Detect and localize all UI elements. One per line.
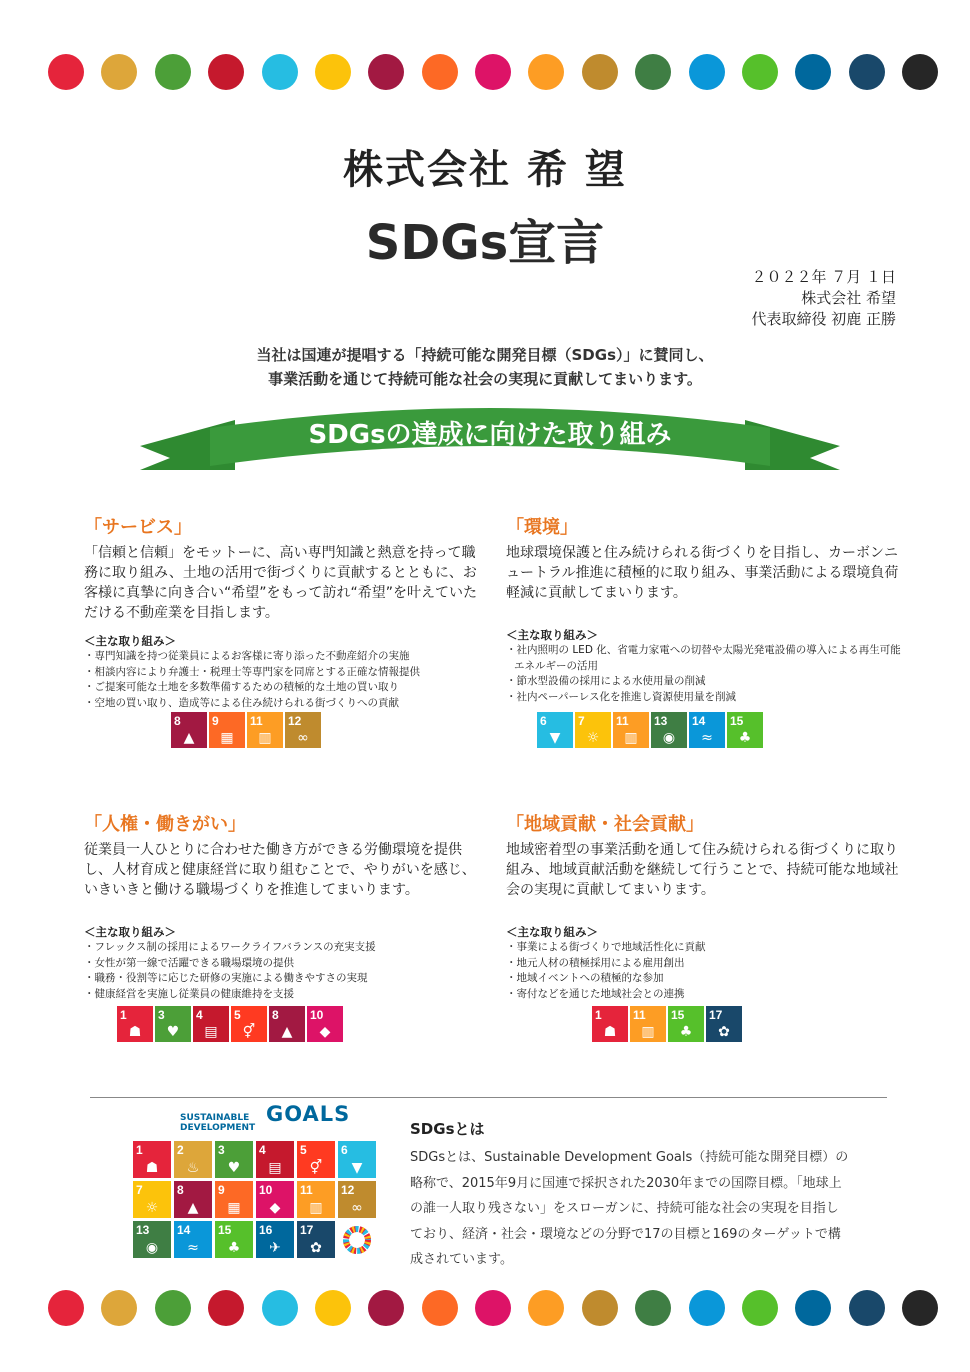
section-subtitle: ＜主な取り組み＞ xyxy=(84,634,176,648)
equality-arrows-icon: ◆ xyxy=(319,1024,331,1040)
sdg-goal-17-icon xyxy=(706,1006,742,1042)
initiative-item: ・ 節水型設備の採用による水使用量の削減 xyxy=(506,674,906,690)
sdg-goal-9-icon xyxy=(215,1181,253,1218)
color-dot xyxy=(368,54,404,90)
goal-symbol-icon: ◉ xyxy=(145,1240,159,1256)
goal-number: 11 xyxy=(250,714,263,728)
sdg-goal-9-icon xyxy=(209,712,245,748)
community-goal-icons xyxy=(592,1006,742,1042)
goal-number: 6 xyxy=(341,1143,348,1157)
goal-number: 11 xyxy=(633,1008,646,1022)
goal-number: 13 xyxy=(654,714,668,728)
goal-number: 17 xyxy=(300,1223,314,1237)
sdg-goal-11-icon xyxy=(297,1181,335,1218)
sdg-goal-2-icon xyxy=(174,1141,212,1178)
color-dot xyxy=(528,1290,564,1326)
representative: 代表取締役 初鹿 正勝 xyxy=(751,310,896,328)
ribbon-text: SDGsの達成に向けた取り組み xyxy=(308,420,672,450)
infinity-icon: ∞ xyxy=(297,730,309,746)
goal-symbol-icon: ♣ xyxy=(227,1240,241,1256)
color-dot xyxy=(849,1290,885,1326)
goal-number: 4 xyxy=(196,1008,203,1022)
initiative-item: ・ 事業による街づくりで地域活性化に貢献 xyxy=(506,940,906,956)
goal-number: 7 xyxy=(136,1183,143,1197)
goal-symbol-icon: ⚥ xyxy=(309,1160,323,1176)
section-subtitle: ＜主な取り組み＞ xyxy=(506,628,598,642)
top-color-dots xyxy=(48,54,938,94)
sdg-goal-5-icon xyxy=(231,1006,267,1042)
sun-icon: ☼ xyxy=(586,730,600,746)
color-dot xyxy=(902,54,938,90)
intro-line-1: 当社は国連が提唱する「持続可能な開発目標（SDGs）」に賛同し、 xyxy=(256,346,714,364)
initiative-item: ・ 社内ペーパーレス化を推進し資源使用量を削減 xyxy=(506,690,906,706)
section-title: 「環境」 xyxy=(506,517,578,538)
color-dot xyxy=(582,1290,618,1326)
goal-symbol-icon: ◆ xyxy=(269,1200,281,1216)
sdg-goal-6-icon xyxy=(537,712,573,748)
sdgs-logo-line1: SUSTAINABLE xyxy=(180,1113,250,1123)
goal-number: 10 xyxy=(259,1183,273,1197)
color-dot xyxy=(48,1290,84,1326)
goal-symbol-icon: ▥ xyxy=(309,1200,323,1216)
sdgs-logo-line2: DEVELOPMENT xyxy=(180,1123,256,1133)
goal-symbol-icon: ▼ xyxy=(351,1160,363,1176)
section-title: 「サービス」 xyxy=(84,517,192,538)
city-icon: ▥ xyxy=(624,730,638,746)
sdgs-logo xyxy=(180,1102,351,1133)
sdg-goal-14-icon xyxy=(174,1221,212,1258)
color-dot xyxy=(155,1290,191,1326)
color-dot xyxy=(475,54,511,90)
goal-symbol-icon: ∞ xyxy=(351,1200,363,1216)
gender-icon: ⚥ xyxy=(242,1024,256,1040)
sdg-goal-17-icon xyxy=(297,1221,335,1258)
goal-number: 14 xyxy=(692,714,706,728)
color-dot xyxy=(368,1290,404,1326)
section-body: 「信頼と信頼」をモットーに、高い専門知識と熱意を持って職務に取り組み、土地の活用で街づくりに貢献するとともに、お客様に真摯に向き合い“希望”をもって訪れ“希望”を叶えていただける不動産業を目指します。 xyxy=(84,545,478,621)
growth-chart-icon: ▲ xyxy=(281,1024,293,1040)
sdg-goal-11-icon xyxy=(630,1006,666,1042)
section-body: 従業員一人ひとりに合わせた働き方ができる労働環境を提供し、人材育成と健康経営に取り組むことで、やりがいを感じ、いきいきと働ける職場づくりを推進してまいります。 xyxy=(84,842,476,898)
color-dot xyxy=(155,54,191,90)
initiative-item: ・ ご提案可能な土地を多数準備するための積極的な土地の買い取り xyxy=(84,680,484,696)
initiative-list xyxy=(506,940,906,1002)
section-title: 「地域貢献・社会貢献」 xyxy=(506,814,704,835)
sdg-goal-8-icon xyxy=(174,1181,212,1218)
goal-number: 7 xyxy=(578,714,585,728)
goal-number: 15 xyxy=(218,1223,232,1237)
color-dot xyxy=(101,54,137,90)
sdg-goal-8-icon xyxy=(171,712,207,748)
section-subtitle: ＜主な取り組み＞ xyxy=(506,925,598,939)
city-icon: ▥ xyxy=(641,1024,655,1040)
goal-number: 12 xyxy=(288,714,302,728)
sdg-goal-13-icon xyxy=(133,1221,171,1258)
goal-number: 3 xyxy=(158,1008,165,1022)
sdg-goal-15-icon xyxy=(668,1006,704,1042)
section-body: 地域密着型の事業活動を通して住み続けられる街づくりに取り組み、地域貢献活動を継続して行うことで、持続可能な地域社会の実現に貢献してまいります。 xyxy=(506,842,899,898)
sdg-goal-3-icon xyxy=(155,1006,191,1042)
color-dot xyxy=(902,1290,938,1326)
goal-number: 16 xyxy=(259,1223,273,1237)
color-dot xyxy=(422,54,458,90)
partnership-flower-icon: ✿ xyxy=(718,1024,730,1040)
sdg-goal-8-icon xyxy=(269,1006,305,1042)
color-dot xyxy=(262,1290,298,1326)
goal-number: 9 xyxy=(212,714,219,728)
goal-number: 13 xyxy=(136,1223,150,1237)
water-glass-icon: ▼ xyxy=(549,730,561,746)
color-dot xyxy=(208,54,244,90)
color-dot xyxy=(689,1290,725,1326)
sdg-goal-5-icon xyxy=(297,1141,335,1178)
goal-symbol-icon: ✿ xyxy=(310,1240,322,1256)
heartbeat-icon: ♥ xyxy=(166,1024,180,1040)
goal-symbol-icon: ♨ xyxy=(186,1160,200,1176)
sdg-goal-14-icon xyxy=(689,712,725,748)
sdg-goal-3-icon xyxy=(215,1141,253,1178)
goal-number: 17 xyxy=(709,1008,723,1022)
color-dot xyxy=(635,54,671,90)
section-subtitle: ＜主な取り組み＞ xyxy=(84,925,176,939)
color-dot xyxy=(582,54,618,90)
goal-number: 14 xyxy=(177,1223,191,1237)
about-title: SDGsとは xyxy=(410,1120,485,1138)
sdg-goal-12-icon xyxy=(285,712,321,748)
goal-number: 12 xyxy=(341,1183,355,1197)
color-dot xyxy=(315,54,351,90)
sdg-goal-1-icon xyxy=(592,1006,628,1042)
goal-symbol-icon: ☗ xyxy=(145,1160,159,1176)
goal-symbol-icon: ☼ xyxy=(145,1200,159,1216)
tree-icon: ♣ xyxy=(679,1024,693,1040)
sdg-goal-4-icon xyxy=(193,1006,229,1042)
family-icon: ☗ xyxy=(603,1024,617,1040)
sdg-goal-6-icon xyxy=(338,1141,376,1178)
meta-company: 株式会社 希望 xyxy=(801,289,896,307)
color-dot xyxy=(262,54,298,90)
goal-symbol-icon: ▤ xyxy=(268,1160,282,1176)
initiative-item: ・ 相談内容により弁護士・税理士等専門家を同席とする正確な情報提供 xyxy=(84,665,484,681)
goal-symbol-icon: ♥ xyxy=(227,1160,241,1176)
sdg-goal-7-icon xyxy=(575,712,611,748)
family-icon: ☗ xyxy=(128,1024,142,1040)
company-name: 株式会社 希 望 xyxy=(343,147,627,193)
cubes-icon: ▦ xyxy=(220,730,234,746)
color-dot xyxy=(795,1290,831,1326)
goal-number: 11 xyxy=(300,1183,313,1197)
goal-number: 11 xyxy=(616,714,629,728)
goal-number: 1 xyxy=(595,1008,602,1022)
initiative-item: ・ 空地の買い取り、造成等による住み続けられる街づくりへの貢献 xyxy=(84,696,484,712)
tree-icon: ♣ xyxy=(738,730,752,746)
sdg-goal-16-icon xyxy=(256,1221,294,1258)
goal-number: 8 xyxy=(177,1183,184,1197)
goal-number: 2 xyxy=(177,1143,184,1157)
city-icon: ▥ xyxy=(258,730,272,746)
section-body: 地球環境保護と住み続けられる街づくりを目指し、カーボンニュートラル推進に積極的に取り組み、事業活動による環境負荷軽減に貢献してまいります。 xyxy=(506,545,899,601)
section-human-rights xyxy=(84,810,484,1002)
sdg-goal-12-icon xyxy=(338,1181,376,1218)
sdg-goal-7-icon xyxy=(133,1181,171,1218)
intro-line-2: 事業活動を通じて持続可能な社会の実現に貢献してまいります。 xyxy=(268,370,702,388)
goal-number: 15 xyxy=(671,1008,685,1022)
goal-number: 8 xyxy=(272,1008,279,1022)
section-service xyxy=(84,513,484,711)
initiative-item: ・ 寄付などを通じた地域社会との連携 xyxy=(506,987,906,1003)
goal-number: 9 xyxy=(218,1183,225,1197)
intro-statement xyxy=(0,343,970,391)
initiative-list xyxy=(84,649,484,711)
green-ribbon-banner xyxy=(140,398,840,482)
section-community xyxy=(506,810,906,1002)
color-dot xyxy=(48,54,84,90)
sdg-goal-1-icon xyxy=(117,1006,153,1042)
sdgs-wheel-icon xyxy=(338,1221,376,1258)
initiative-item: ・ フレックス制の採用によるワークライフバランスの充実支援 xyxy=(84,940,484,956)
goal-number: 15 xyxy=(730,714,744,728)
sdg-goal-13-icon xyxy=(651,712,687,748)
eye-globe-icon: ◉ xyxy=(662,730,676,746)
goal-symbol-icon: ▲ xyxy=(187,1200,199,1216)
section-environment xyxy=(506,513,906,705)
goal-symbol-icon: ▦ xyxy=(227,1200,241,1216)
initiative-item: ・ 女性が第一線で活躍できる職場環境の提供 xyxy=(84,956,484,972)
goal-number: 4 xyxy=(259,1143,266,1157)
initiative-item: ・ 職務・役割等に応じた研修の実施による働きやすさの実現 xyxy=(84,971,484,987)
sdg-goal-10-icon xyxy=(307,1006,343,1042)
growth-chart-icon: ▲ xyxy=(183,730,195,746)
sdg-goal-1-icon xyxy=(133,1141,171,1178)
color-dot xyxy=(528,54,564,90)
service-goal-icons xyxy=(171,712,321,748)
sdg-goal-15-icon xyxy=(727,712,763,748)
declaration-date: ２０２２年 ７月 １日 xyxy=(751,268,896,286)
color-dot xyxy=(795,54,831,90)
about-body: SDGsとは、Sustainable Development Goals（持続可能な開発目標）の略称で、2015年9月に国連で採択された2030年までの国際目標。「地球上の誰一人取り残さない」をスローガンに、持続可能な社会の実現を目指しており、経済・社会・環境などの分野で17の目標と169のターゲットで構成されています。 xyxy=(410,1150,849,1267)
book-icon: ▤ xyxy=(204,1024,218,1040)
initiative-list xyxy=(84,940,484,1002)
bottom-color-dots xyxy=(48,1290,938,1330)
sdgs-goals-grid xyxy=(133,1141,376,1258)
color-dot xyxy=(849,54,885,90)
color-dot xyxy=(422,1290,458,1326)
goal-number: 5 xyxy=(234,1008,241,1022)
environment-goal-icons xyxy=(537,712,763,748)
goal-number: 6 xyxy=(540,714,547,728)
initiative-list xyxy=(506,643,906,705)
sdg-goal-11-icon xyxy=(613,712,649,748)
human-rights-goal-icons xyxy=(117,1006,343,1042)
color-dot xyxy=(208,1290,244,1326)
initiative-item: ・ 社内照明の LED 化、省電力家電への切替や太陽光発電設備の導入による再生可能エネルギーの活用 xyxy=(506,643,906,674)
declaration-meta xyxy=(751,267,896,330)
declaration-title: SDGs宣言 xyxy=(365,215,605,271)
goal-number: 5 xyxy=(300,1143,307,1157)
color-dot xyxy=(742,1290,778,1326)
goal-number: 1 xyxy=(136,1143,143,1157)
initiative-item: ・ 専門知識を持つ従業員によるお客様に寄り添った不動産紹介の実施 xyxy=(84,649,484,665)
initiative-item: ・ 地元人材の積極採用による雇用創出 xyxy=(506,956,906,972)
goal-symbol-icon: ≈ xyxy=(187,1240,199,1256)
goal-symbol-icon: ✈ xyxy=(269,1240,281,1256)
color-dot xyxy=(635,1290,671,1326)
sdg-goal-15-icon xyxy=(215,1221,253,1258)
goal-number: 1 xyxy=(120,1008,127,1022)
sdg-goal-11-icon xyxy=(247,712,283,748)
color-dot xyxy=(315,1290,351,1326)
sdgs-logo-word: GOALS xyxy=(266,1102,351,1126)
initiative-item: ・ 健康経営を実施し従業員の健康維持を支援 xyxy=(84,987,484,1003)
fish-icon: ≈ xyxy=(701,730,713,746)
section-divider xyxy=(90,1097,887,1098)
goal-number: 3 xyxy=(218,1143,225,1157)
color-dot xyxy=(475,1290,511,1326)
initiative-item: ・ 地域イベントへの積極的な参加 xyxy=(506,971,906,987)
sdg-goal-4-icon xyxy=(256,1141,294,1178)
goal-number: 8 xyxy=(174,714,181,728)
color-dot xyxy=(742,54,778,90)
color-dot xyxy=(101,1290,137,1326)
sdg-goal-10-icon xyxy=(256,1181,294,1218)
section-title: 「人権・働きがい」 xyxy=(84,814,246,835)
goal-number: 10 xyxy=(310,1008,324,1022)
color-dot xyxy=(689,54,725,90)
